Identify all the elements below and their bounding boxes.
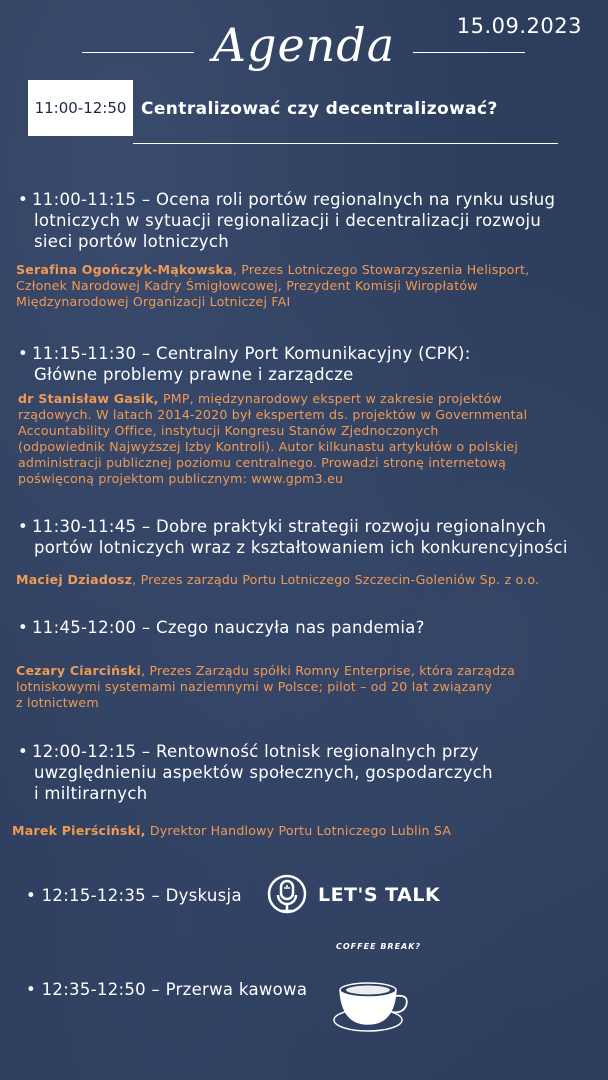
speaker-bio-line: poświęconą projektom publicznym: www.gpm3.eu	[18, 471, 344, 486]
lets-talk-label: LET'S TALK	[318, 884, 441, 906]
bullet-icon: •	[18, 742, 29, 761]
speaker-1	[16, 262, 594, 310]
speaker-name: Maciej Dziadosz	[16, 572, 133, 587]
speaker-bio-line: (odpowiednik Najwyższej Izby Kontroli). Autor kilkunastu artykułów o polskiej	[18, 439, 519, 454]
speaker-3	[16, 572, 596, 588]
speaker-2	[18, 391, 592, 487]
agenda-item-1	[18, 189, 555, 252]
speaker-bio-line: Accountability Office, instytucji Kongresu Stanów Zjednoczonych	[18, 423, 439, 438]
bullet-icon: •	[18, 344, 29, 363]
item-line: 12:00-12:15 – Rentowność lotnisk regionalnych przy	[32, 742, 479, 761]
bullet-icon: •	[26, 886, 37, 905]
page-title: Agenda	[212, 18, 396, 72]
agenda-item-2	[18, 343, 471, 385]
speaker-bio-line: Członek Narodowej Kadry Śmigłowcowej, Prezydent Komisji Wiropłatów	[16, 278, 478, 293]
item-line: 11:15-11:30 – Centralny Port Komunikacyjny (CPK):	[32, 344, 471, 363]
session-time-box: 11:00-12:50	[28, 80, 133, 136]
agenda-item-5	[18, 741, 493, 804]
speaker-5	[12, 823, 592, 839]
discussion-text: 12:15-12:35 – Dyskusja	[41, 886, 242, 905]
item-line: Główne problemy prawne i zarządcze	[34, 365, 354, 384]
discussion-item	[26, 886, 242, 905]
speaker-bio-line: PMP, międzynarodowy ekspert w zakresie projektów	[158, 391, 502, 406]
speaker-bio-line: , Prezes Zarządu spółki Romny Enterprise, która zarządza	[141, 663, 516, 678]
speaker-4	[16, 663, 594, 711]
speaker-bio-line: lotniskowymi systemami naziemnymi w Polsce; pilot – od 20 lat związany	[16, 679, 493, 694]
item-line: sieci portów lotniczych	[34, 232, 230, 251]
speaker-bio-line: Dyrektor Handlowy Portu Lotniczego Lublin SA	[145, 823, 452, 838]
bullet-icon: •	[18, 618, 29, 637]
speaker-bio-line: , Prezes zarządu Portu Lotniczego Szczecin-Goleniów Sp. z o.o.	[132, 572, 540, 587]
speaker-name: Marek Pierściński,	[12, 823, 146, 838]
session-title: Centralizować czy decentralizować?	[141, 99, 498, 119]
speaker-bio-line: z lotnictwem	[16, 695, 99, 710]
bullet-icon: •	[18, 190, 29, 209]
bullet-icon: •	[18, 517, 29, 536]
item-line: portów lotniczych wraz z kształtowaniem ich konkurencyjności	[34, 538, 568, 557]
session-underline	[133, 143, 558, 144]
speaker-bio-line: rządowych. W latach 2014-2020 był ekspertem ds. projektów w Governmental	[18, 407, 528, 422]
agenda-item-4	[18, 617, 425, 638]
title-rule-right	[413, 52, 525, 53]
item-line: i miltirarnych	[34, 784, 148, 803]
agenda-item-3	[18, 516, 568, 558]
speaker-name: Serafina Ogończyk-Mąkowska	[16, 262, 233, 277]
event-date: 15.09.2023	[456, 14, 582, 38]
item-line: uwzględnieniu aspektów społecznych, gospodarczych	[34, 763, 493, 782]
item-line: 11:00-11:15 – Ocena roli portów regionalnych na rynku usług	[32, 190, 556, 209]
speaker-bio-line: administracji publicznej poziomu centralnego. Prowadzi stronę internetową	[18, 455, 507, 470]
coffee-break-label: COFFEE BREAK?	[336, 942, 422, 951]
item-line: 11:30-11:45 – Dobre praktyki strategii rozwoju regionalnych	[32, 517, 547, 536]
microphone-icon	[266, 871, 308, 919]
item-line: lotniczych w sytuacji regionalizacji i decentralizacji rozwoju	[34, 211, 542, 230]
speaker-bio-line: , Prezes Lotniczego Stowarzyszenia Helisport,	[232, 262, 530, 277]
break-item	[26, 980, 307, 999]
speaker-bio-line: Międzynarodowej Organizacji Lotniczej FAI	[16, 294, 291, 309]
break-text: 12:35-12:50 – Przerwa kawowa	[41, 980, 308, 999]
speaker-name: dr Stanisław Gasik,	[18, 391, 159, 406]
bullet-icon: •	[26, 980, 37, 999]
item-line: 11:45-12:00 – Czego nauczyła nas pandemia?	[32, 618, 425, 637]
coffee-cup-icon	[330, 976, 414, 1036]
speaker-name: Cezary Ciarciński	[16, 663, 142, 678]
